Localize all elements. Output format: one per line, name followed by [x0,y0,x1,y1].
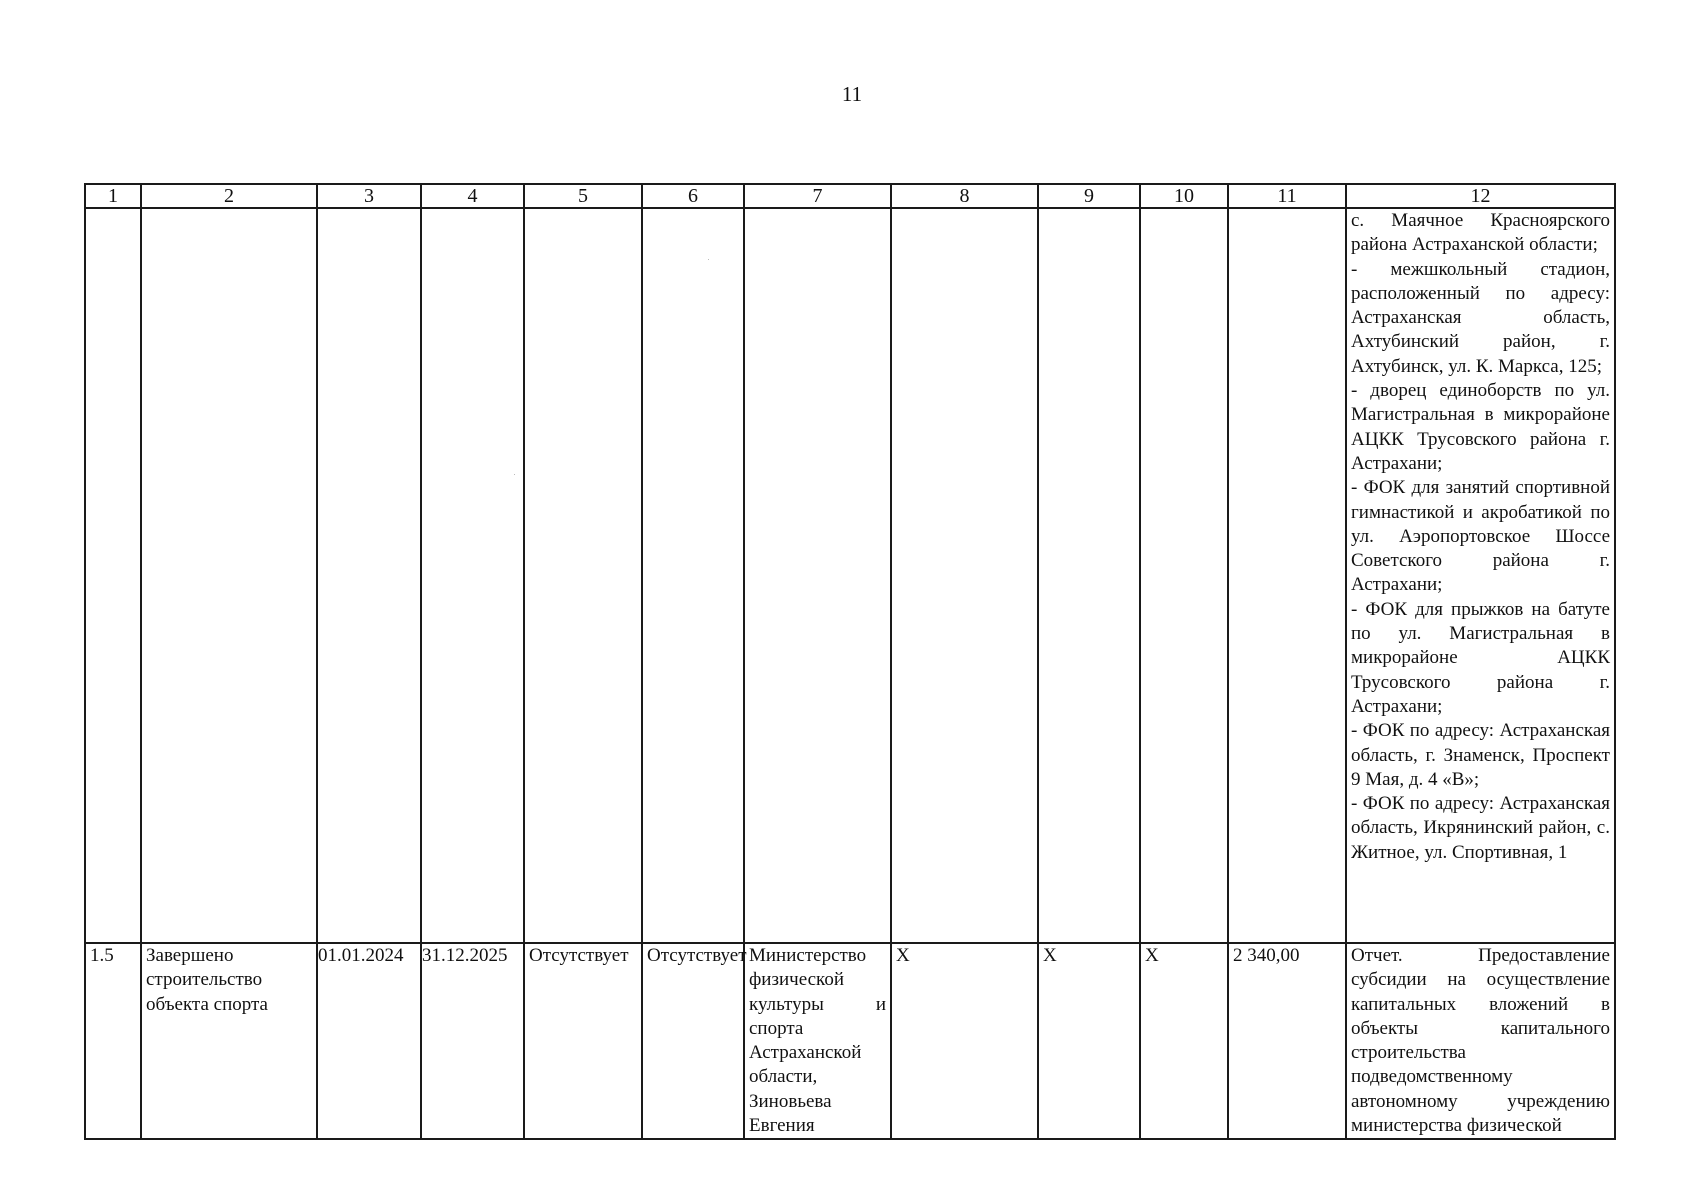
header-cell: 9 [1038,184,1140,208]
table-cell [744,208,891,943]
header-cell: 6 [642,184,744,208]
table-row [85,208,1615,943]
table-cell [1140,208,1228,943]
table-cell [85,208,141,943]
header-cell: 11 [1228,184,1346,208]
header-cell: 2 [141,184,317,208]
table-cell [524,208,642,943]
header-cell: 3 [317,184,421,208]
table-row [85,943,1615,1139]
table-cell: Министерство физической культуры и спорта Астраханской области, Зиновьева Евгения [744,943,891,1139]
table-cell [1038,208,1140,943]
scan-speck [708,259,709,260]
table-cell: Х [1140,943,1228,1139]
header-row [85,184,1615,208]
header-cell: 7 [744,184,891,208]
table-cell-description: Отчет. Предоставление субсидии на осуществление капитальных вложений в объекты капитального строительства подведомственному автономному учреждению министерства физической [1346,943,1615,1139]
header-cell: 10 [1140,184,1228,208]
table-cell: 01.01.2024 [317,943,421,1139]
header-cell: 8 [891,184,1038,208]
header-cell: 5 [524,184,642,208]
table-cell: Х [1038,943,1140,1139]
table-cell [891,208,1038,943]
row-number-cell: 1.5 [85,943,141,1139]
table-cell [642,208,744,943]
table-cell [1228,208,1346,943]
table-cell-description: с. Маячное Красноярского района Астраханской области; - межшкольный стадион, расположенный по адресу: Астраханская область, Ахтубинский район, г. Ахтубинск, ул. К. Маркса, 125; - дворец единоборств по ул. Магистральная в микрорайоне АЦКК Трусовского района г. Астрахани; - ФОК для занятий спортивной гимнастикой и акробатикой по ул. Аэропортовское Шоссе Советского района г. Астрахани; - ФОК для прыжков на батуте по ул. Магистральная в микрорайоне АЦКК Трусовского района г. Астрахани; - ФОК по адресу: Астраханская область, г. Знаменск, Проспект 9 Мая, д. 4 «В»; - ФОК по адресу: Астраханская область, Икрянинский район, с. Житное, ул. Спортивная, 1 [1346,208,1615,943]
data-table [84,183,1616,1140]
table-cell [141,208,317,943]
header-cell: 12 [1346,184,1615,208]
table-cell: Завершено строительство объекта спорта [141,943,317,1139]
header-cell: 4 [421,184,524,208]
page-number: 11 [841,82,863,106]
table-cell: Х [891,943,1038,1139]
table-cell [317,208,421,943]
table-cell: 2 340,00 [1228,943,1346,1139]
table-cell: Отсутствует [642,943,744,1139]
table-cell [421,208,524,943]
table-cell: Отсутствует [524,943,642,1139]
table-cell: 31.12.2025 [421,943,524,1139]
header-cell: 1 [85,184,141,208]
scan-speck [514,474,515,475]
